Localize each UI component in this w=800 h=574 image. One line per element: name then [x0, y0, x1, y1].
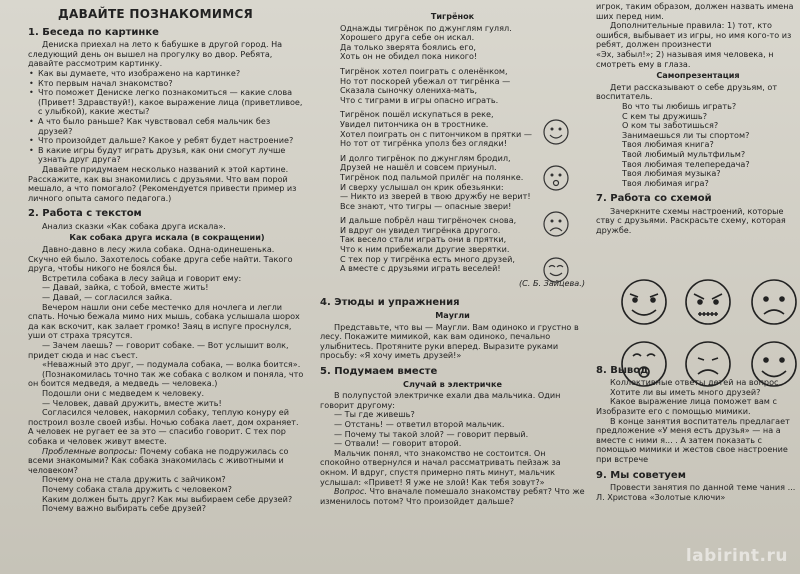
paragraph: Мальчик понял, что знакомство не состоится. Он спокойно отвернулся и начал рассматривать пейзаж за окном. И вдруг, спустя примерно пять минут, мальчик услышал: «Привет! Я уже не злой! Как тебя зовут?»	[320, 447, 561, 487]
paragraph: «Неважный это друг, — подумала собака, — волка боится».	[42, 359, 301, 370]
paragraph: Каким должен быть друг? Как мы выбираем себе друзей?	[42, 493, 293, 504]
poem-line: Тигрёнок хотел поиграть с оленёнком,	[340, 65, 508, 76]
poem-line: Хоть он не обидел пока никого!	[340, 51, 478, 62]
story-title: Как собака друга искала (в сокращении)	[69, 232, 265, 243]
case-title: Случай в электричке	[403, 378, 502, 389]
paragraph: Изобразите его с помощью мимики.	[596, 406, 751, 417]
right-column	[596, 0, 800, 574]
paragraph: Какое выражение лица поможет вам с	[610, 396, 777, 407]
question-item: С кем ты дружишь?	[622, 110, 707, 121]
stanza-2	[340, 67, 540, 105]
poem-line: — Никто из зверей в твою дружбу не верит!	[340, 191, 531, 202]
section-1-title: 1. Беседа по картинке	[28, 26, 159, 38]
surprised-face-icon	[542, 164, 570, 192]
paragraph: Встретила собака в лесу зайца и говорит ему:	[42, 272, 242, 283]
question-list	[596, 102, 800, 188]
paragraph: ших перед ним.	[596, 10, 664, 21]
poem-line: Но тот поскорей убежал от тигрёнка —	[340, 75, 511, 86]
paragraph: Провести занятия по данной теме чания ... Л. Христова «Золотые ключи»	[596, 482, 796, 502]
paragraph: Давайте придумаем несколько названий к этой картине. Расскажите, как вы знакомились с друзьями. Что вам порой мешало, а что помогало? (Рекомендуется привести пример из личного опыта самого педагога.)	[28, 163, 297, 203]
question-item: Занимаешься ли ты спортом?	[622, 129, 750, 140]
poem-line: Сказала сыночку олениха-мать,	[340, 85, 478, 96]
question-item: • А что было раньше? Как чувствовал себя мальчик без друзей?	[28, 117, 306, 136]
poem-line: Тигрёнок под пальмой прилёг на полянке.	[340, 171, 524, 182]
paragraph: Дополнительные правила: 1) тот, кто ошибся, выбывает из игры, но имя кого-то из ребят, должен произнести	[596, 20, 792, 50]
paragraph: смотреть ему в глаза.	[596, 58, 691, 69]
chapter-title: ДАВАЙТЕ ПОЗНАКОМИМСЯ	[58, 7, 254, 21]
poem-line: Что к ним прибежали другие зверятки.	[340, 244, 510, 255]
paragraph: Представьте, что вы — Маугли. Вам одиноко и грустно в лесу. Покажите мимикой, как вам одиноко, печально улыбнитесь. Протяните руки вперед. Выразите руками просьбу: «Я хочу иметь друзей!»	[320, 321, 579, 361]
paragraph: — Давай, — согласился зайка.	[42, 292, 173, 303]
paragraph: Согласился человек, накормил собаку, теплую конуру ей построил возле своей избы. Ночью собака лает, дом охраняет. А человек не ругает ее за это — спасибо говорит. С тех пор собака и человек живут вместе.	[28, 407, 299, 446]
question-label: Вопрос.	[334, 486, 367, 497]
poem-line: И долго тигрёнок по джунглям бродил,	[340, 152, 511, 163]
paragraph: В конце занятия воспитатель предлагает предложение «У меня есть друзья» — на а вместе с ними я... . А затем показать с помощью мимики и жестов свое настроение при встрече	[596, 415, 790, 464]
question-item: Твой любимый мультфильм?	[622, 148, 746, 159]
left-column	[28, 0, 306, 574]
poem-line: И вдруг он увидел тигрёнка другого.	[340, 224, 501, 235]
happy-face-icon	[542, 118, 570, 146]
paragraph: — Человек, давай дружить, вместе жить!	[42, 397, 222, 408]
face-icons-column	[542, 118, 582, 302]
poem-line: Да только зверята боялись его,	[340, 41, 476, 52]
poem-line: Друзей не нашёл и совсем приуныл.	[340, 162, 497, 173]
paragraph: Почему важно выбирать себе друзей?	[42, 503, 207, 514]
paragraph: Дениска приехал на лето к бабушке в другой город. На следующий день он вышел на прогулку во двор. Ребята, давайте рассмотрим картинку.	[28, 39, 283, 69]
poem-line: Все знают, что тигры — опасные звери!	[340, 200, 512, 211]
question-item: Твоя любимая телепередача?	[622, 158, 750, 169]
section-6-title: Самопрезентация	[656, 70, 740, 81]
paragraph: Анализ сказки «Как собака друга искала».	[42, 220, 226, 231]
mood-faces-icon	[616, 272, 800, 392]
paragraph: — Отвали! — говорит второй.	[334, 438, 462, 449]
question-item: Твоя любимая игра?	[622, 177, 709, 188]
question-item: • Как вы думаете, что изображено на картинке?	[28, 69, 306, 79]
section-2-title: 2. Работа с текстом	[28, 208, 142, 220]
question-paragraph	[320, 487, 585, 506]
paragraph: «Эх, забыл!»; 2) называя имя человека, н	[596, 48, 774, 59]
poem-line: Однажды тигрёнок по джунглям гулял.	[340, 22, 512, 33]
stanza-1	[340, 24, 540, 62]
question-item: • В какие игры будут играть друзья, как они смогут лучше узнать друг друга?	[28, 146, 306, 165]
middle-column	[320, 0, 585, 574]
question-item: О ком ты заботишься?	[622, 120, 719, 131]
problem-text: Почему собака не подружилась со всеми знакомыми? Как собака знакомилась с животными и человеком?	[28, 445, 289, 475]
paragraph: Подошли они с медведем к человеку.	[42, 387, 205, 398]
stanza-3	[340, 110, 540, 148]
poem-line: И сверху услышал он крик обезьянки:	[340, 181, 504, 192]
paragraph: Почему она не стала дружить с зайчиком?	[42, 474, 226, 485]
poem-author: (С. Б. Зайцева.)	[518, 277, 585, 288]
stanza-4	[340, 154, 540, 212]
paragraph: (Познакомилась точно так же собака с волком и поняла, что он боится медведя, а медведь — человека.)	[28, 368, 304, 389]
question-item: Твоя любимая музыка?	[622, 168, 721, 179]
poem-line: Так весело стали играть они в прятки,	[340, 234, 507, 245]
question-text: Что вначале помешало знакомству ребят? Что же изменилось потом? Что произойдет дальше?	[320, 486, 585, 506]
poem-line: Но тот от тигрёнка уполз без оглядки!	[340, 138, 508, 149]
poem-line: А вместе с друзьями играть веселей!	[340, 263, 501, 274]
poem-line: Что с тиграми в игры опасно играть.	[340, 94, 499, 105]
poem-title: Тигрёнок	[430, 11, 475, 21]
paragraph: — Зачем лаешь? — говорит собаке. — Вот услышит волк, придет сюда и нас съест.	[28, 340, 289, 360]
question-item: • Что поможет Дениске легко познакомиться — какие слова (Привет! Здравствуй!), какое выражение лица (приветливое, с улыбкой), какие жесты?	[28, 88, 306, 117]
poem	[320, 24, 540, 274]
paragraph: В полупустой электричке ехали два мальчика. Один говорит другому:	[320, 390, 561, 410]
paragraph: — Отстань! — ответил второй мальчик.	[334, 418, 505, 429]
section-7-title: 7. Работа со схемой	[596, 193, 712, 205]
section-9-title: 9. Мы советуем	[596, 469, 686, 481]
exercise-title: Маугли	[435, 310, 470, 321]
sad-face-icon	[542, 210, 570, 238]
paragraph: — Ты где живешь?	[334, 409, 415, 420]
poem-line: Увидел питончика он в тростнике.	[340, 118, 489, 129]
question-item: • Что произойдет дальше? Какое у ребят будет настроение?	[28, 136, 306, 146]
paragraph: Коллективные ответы детей на вопрос	[610, 377, 779, 388]
paragraph: Хотите ли вы иметь много друзей?	[610, 386, 761, 397]
paragraph: игрок, таким образом, должен назвать имена	[596, 1, 794, 11]
problem-questions	[28, 447, 306, 476]
problem-label: Проблемные вопросы:	[42, 445, 138, 456]
watermark: labirint.ru	[685, 546, 788, 566]
poem-line: С тех пор у тигрёнка есть много друзей,	[340, 253, 515, 264]
section-8-title: 8. Вывод	[596, 364, 649, 376]
paragraph: Зачеркните схемы настроений, которые ству с друзьями. Раскрасьте схему, которая дружбе.	[596, 205, 786, 236]
poem-line: И дальше побрёл наш тигрёночек снова,	[340, 215, 517, 226]
question-item: Во что ты любишь играть?	[622, 100, 737, 111]
smiling-face-icon	[542, 256, 570, 284]
paragraph: Давно-давно в лесу жила собака. Одна-одинешенька. Скучно ей было. Захотелось собаке друга себе найти. Такого друга, чтобы никого не боялся бы.	[28, 244, 293, 274]
paragraph: — Почему ты такой злой? — говорит первый.	[334, 428, 529, 439]
paragraph: Вечером нашли они себе местечко для ночлега и легли спать. Ночью бежала мимо них мышь, собака услышала шорох да как вскочит, как залает громко! Заяц в испуге проснулся, уши от страха трясутся.	[28, 301, 300, 341]
stanza-5	[340, 216, 540, 274]
section-5-title: 5. Подумаем вместе	[320, 366, 438, 377]
paragraph: Почему собака стала дружить с человеком?	[42, 483, 232, 494]
poem-line: Хотел поиграть он с питончиком в прятки —	[340, 128, 532, 139]
section-4-title: 4. Этюды и упражнения	[320, 297, 460, 309]
paragraph: — Давай, зайка, с тобой, вместе жить!	[42, 282, 209, 293]
poem-line: Тигрёнок пошёл искупаться в реке,	[340, 109, 494, 120]
question-item: Твоя любимая книга?	[622, 139, 714, 150]
poem-line: Хорошего друга себе он искал.	[340, 32, 475, 43]
question-item: • Кто первым начал знакомство?	[28, 79, 306, 89]
paragraph: Дети рассказывают о себе друзьям, от воспитатель.	[596, 81, 778, 102]
mood-scheme	[616, 272, 800, 392]
